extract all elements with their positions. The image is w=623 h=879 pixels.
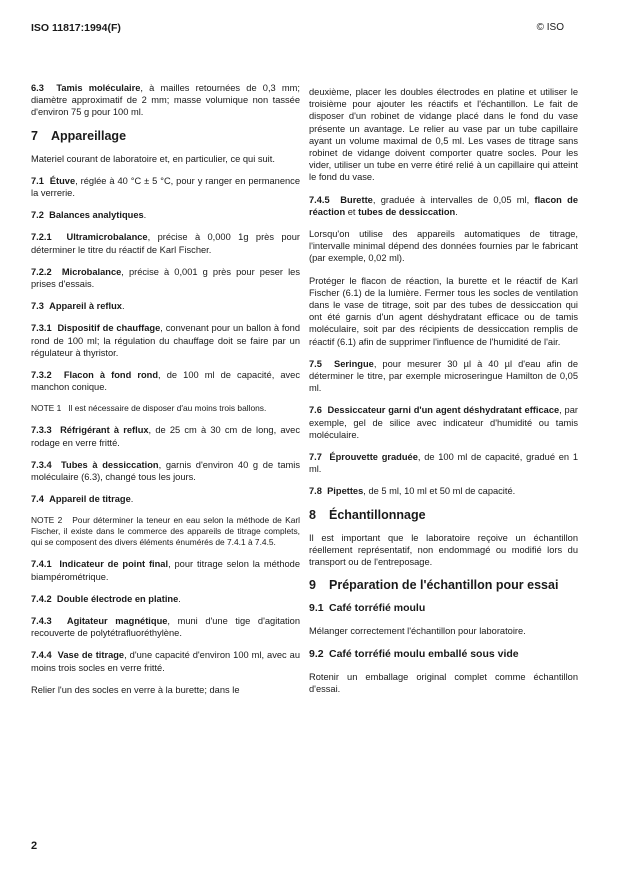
note-1: NOTE 1 Il est nécessaire de disposer d'au moins trois ballons.: [31, 403, 267, 414]
page-number: 2: [31, 840, 38, 852]
note-2: NOTE 2 Pour déterminer la teneur en eau selon la méthode de Karl Fischer, il existe dans le commerce des appareils de titrage complets, qui se composent des divers éléments énumérés de 7.4.1 à 7.4.5.: [31, 515, 301, 548]
clause-6-3: 6.3 Tamis moléculaire, à mailles retournées de 0,3 mm; diamètre approximatif de 2 mm; masse volumique non tassée d'environ 75 g pour 100 ml.: [31, 83, 300, 118]
section-7-heading: 7 Appareillage: [31, 128, 127, 143]
left-column: [31, 82, 300, 706]
clause-7-4-1: 7.4.1 Indicateur de point final, pour titrage selon la méthode biampérométrique.: [31, 559, 301, 582]
clause-7-4-4-continuation: deuxième, placer les doubles électrodes en platine et utiliser le troisième pour ajouter les réactifs et l'échantillon. Le fait de disposer d'un robinet de vidange placé dans le fond du vase présente un avantage. Le relier au vase par un tube capillaire ayant un volume maximal de 0,5 ml. Les vases de titrage sans robinet de vidange doivent comporter quatre socles. Pour les vider, utiliser un tube en verre étiré relié à un capillaire qui atteint le fond du vase.: [309, 87, 578, 183]
standard-id: ISO 11817:1994(F): [31, 22, 121, 34]
right-column: [309, 86, 578, 705]
section-9-1-heading: 9.1 Café torréfié moulu: [309, 602, 426, 615]
clause-7-2-1: 7.2.1 Ultramicrobalance, précise à 0,000 1g près pour déterminer le titre du réactif de Karl Fischer.: [31, 232, 300, 255]
section-9-1-text: Mélanger correctement l'échantillon pour laboratoire.: [309, 626, 526, 637]
clause-7-4-5-para-3: Protéger le flacon de réaction, la burette et le réactif de Karl Fischer (6.1) de la lumière. Fermer tous les socles de ventilation dans le vase de titrage, soit par des tubes de dessiccation qui ont été garnis d'un agent déshydratant efficace ou de tamis moléculaire, soit par des récipients de dessiccation remplis de réactif (6.1) afin de supprimer l'influence de l'humidité de l'air.: [309, 275, 578, 347]
clause-7-3: 7.3 Appareil à reflux.: [31, 301, 125, 312]
copyright-mark: © ISO: [536, 22, 564, 33]
section-7-intro: Materiel courant de laboratoire et, en particulier, ce qui suit.: [31, 153, 275, 164]
clause-7-4-5: 7.4.5 Burette, graduée à intervalles de 0,05 ml, flacon de réaction et tubes de dessiccation.: [309, 194, 579, 217]
clause-7-3-3: 7.3.3 Réfrigérant à reflux, de 25 cm à 30 cm de long, avec rodage en verre fritté.: [31, 425, 300, 448]
clause-7-3-4: 7.3.4 Tubes à dessiccation, garnis d'environ 40 g de tamis moléculaire (6.3), changé tous les jours.: [31, 459, 300, 483]
clause-7-4-4-continued: Relier l'un des socles en verre à la burette; dans le: [31, 684, 240, 695]
clause-7-4-5-para-2: Lorsqu'on utilise des appareils automatiques de titrage, l'intervalle minimal dépend des données fournies par le fabricant (par exemple, 0,02 ml).: [309, 229, 578, 264]
clause-7-3-2: 7.3.2 Flacon à fond rond, de 100 ml de capacité, avec manchon conique.: [31, 370, 300, 393]
clause-7-7: 7.7 Éprouvette graduée, de 100 ml de capacité, gradué en 1 ml.: [309, 452, 578, 475]
section-9-heading: 9 Préparation de l'échantillon pour essai: [309, 578, 559, 593]
clause-7-2: 7.2 Balances analytiques.: [31, 210, 147, 221]
clause-7-4: 7.4 Appareil de titrage.: [31, 494, 134, 505]
section-8-text: Il est important que le laboratoire reçoive un échantillon réellement représentatif, non endommagé ou modifié lors du transport ou de l'entreposage.: [309, 532, 578, 568]
clause-7-1: 7.1 Étuve, réglée à 40 °C ± 5 °C, pour y ranger en permanence la verrerie.: [31, 175, 301, 199]
clause-7-3-1: 7.3.1 Dispositif de chauffage, convenant pour un ballon à fond rond de 100 ml; la régulation du chauffage doit se faire par un régulateur à thyristor.: [31, 323, 301, 358]
clause-7-6: 7.6 Dessiccateur garni d'un agent déshydratant efficace, par exemple, gel de silice avec indicateur d'humidité ou tamis moléculaire.: [309, 405, 578, 440]
clause-7-4-2: 7.4.2 Double électrode en platine.: [31, 593, 181, 604]
section-9-2-text: Rotenir un emballage original complet comme échantillon d'essai.: [309, 671, 578, 694]
clause-7-2-2: 7.2.2 Microbalance, précise à 0,001 g près pour peser les prises d'essais.: [31, 266, 301, 290]
clause-7-5: 7.5 Seringue, pour mesurer 30 µl à 40 µl d'eau afin de déterminer le titre, par exemple microseringue Hamilton de 0,05 ml.: [309, 358, 578, 394]
section-8-heading: 8 Échantillonnage: [309, 507, 426, 522]
clause-7-8: 7.8 Pipettes, de 5 ml, 10 ml et 50 ml de capacité.: [309, 486, 516, 497]
clause-7-4-3: 7.4.3 Agitateur magnétique, muni d'une tige d'agitation recouverte de polytétrafluoréthylène.: [31, 616, 301, 639]
clause-7-4-4: 7.4.4 Vase de titrage, d'une capacité d'environ 100 ml, avec au moins trois socles en verre fritté.: [31, 650, 300, 673]
section-9-2-heading: 9.2 Café torréfié moulu emballé sous vide: [309, 647, 519, 660]
